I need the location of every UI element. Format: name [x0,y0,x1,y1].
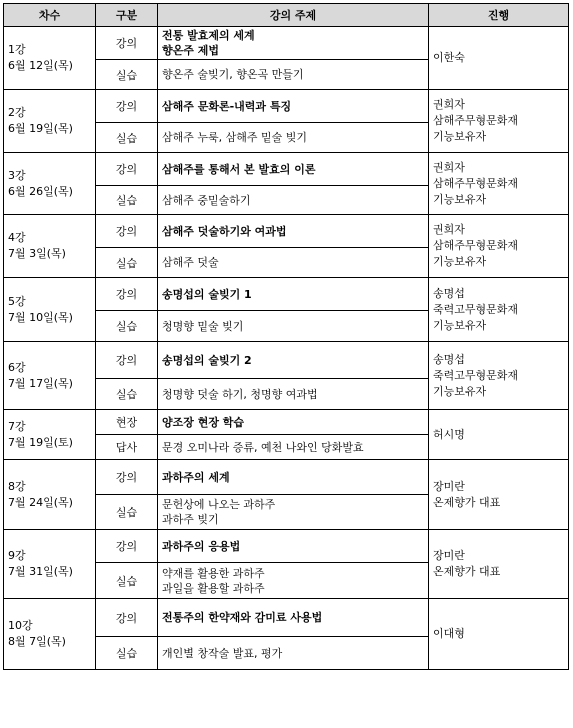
table-row [4,27,569,60]
session-number: 6강 [8,360,26,374]
session-lead [429,27,569,90]
session-topic [158,186,429,215]
session-kind: 강의 [96,90,158,123]
session-topic [158,27,429,60]
lead-line: 허시명 [433,427,465,441]
session-topic [158,311,429,342]
session-lead [429,215,569,278]
session-topic [158,215,429,248]
session-topic [158,60,429,90]
session-number: 7강 [8,419,26,433]
session-topic [158,278,429,311]
session-kind: 실습 [96,186,158,215]
session-date: 7월 24일(목) [8,495,73,509]
topic-line: 향온주 제법 [162,44,219,57]
session-lead [429,460,569,530]
session-topic [158,90,429,123]
lead-line: 이대형 [433,627,465,640]
lead-line: 기능보유자 [433,318,487,332]
header-topic: 강의 주제 [158,4,429,27]
topic-line: 개인별 창작술 발표, 평가 [162,646,283,660]
lead-line: 온제향가 대표 [433,495,501,509]
lead-line: 기능보유자 [433,192,487,206]
topic-line: 삼해주 덧술하기와 여과법 [162,224,287,238]
session-order-cell [4,599,96,670]
session-order-cell [4,278,96,342]
session-topic [158,530,429,563]
header-row [4,4,569,27]
lead-line: 이한숙 [433,51,465,64]
topic-line: 전통주의 한약재와 감미료 사용법 [162,611,323,624]
topic-line: 삼해주를 통해서 본 발효의 이론 [162,162,316,176]
topic-line: 문경 오미나라 증류, 예천 나와인 당화발효 [162,440,364,454]
header-lead: 진행 [429,4,569,27]
session-number: 10강 [8,619,33,632]
topic-line: 송명섭의 술빚기 1 [162,287,252,301]
session-kind: 실습 [96,123,158,153]
session-kind: 실습 [96,637,158,670]
session-order-cell [4,27,96,90]
session-date: 6월 19일(목) [8,122,73,135]
lead-line: 기능보유자 [433,255,487,268]
session-order-cell [4,90,96,153]
session-date: 6월 12일(목) [8,59,73,72]
session-lead [429,278,569,342]
session-lead [429,153,569,215]
session-kind: 실습 [96,379,158,410]
lead-line: 기능보유자 [433,384,487,398]
session-date: 8월 7일(목) [8,635,66,648]
session-kind: 실습 [96,60,158,90]
session-kind: 실습 [96,495,158,530]
table-row [4,215,569,248]
session-number: 1강 [8,43,26,56]
session-date: 7월 31일(목) [8,565,73,578]
header-kind: 구분 [96,4,158,27]
topic-line: 청명향 밑술 빚기 [162,319,244,333]
session-topic [158,379,429,410]
session-topic [158,563,429,599]
lead-line: 송명섭 [433,352,465,366]
session-kind: 실습 [96,563,158,599]
session-kind: 강의 [96,342,158,379]
topic-line: 삼해주 누룩, 삼해주 밑술 빚기 [162,131,307,144]
table-row [4,460,569,495]
session-date: 7월 3일(목) [8,247,66,260]
session-kind: 강의 [96,599,158,637]
lead-line: 송명섭 [433,286,465,300]
session-date: 7월 19일(토) [8,435,73,449]
session-lead [429,410,569,460]
topic-line: 삼해주 덧술 [162,256,219,269]
session-kind: 강의 [96,153,158,186]
session-kind: 강의 [96,278,158,311]
session-order-cell [4,460,96,530]
session-topic [158,342,429,379]
session-order-cell [4,215,96,278]
session-number: 9강 [8,549,26,562]
session-kind: 강의 [96,215,158,248]
table-row [4,530,569,563]
table-row [4,599,569,637]
lead-line: 권희자 [433,160,465,174]
session-order-cell [4,410,96,460]
session-topic [158,637,429,670]
session-number: 5강 [8,294,26,308]
topic-line: 과하주의 응용법 [162,539,241,553]
session-number: 2강 [8,106,26,119]
session-kind: 현장 [96,410,158,435]
session-topic [158,123,429,153]
session-date: 6월 26일(목) [8,184,73,198]
table-row [4,342,569,379]
lead-line: 장미란 [433,549,465,562]
session-topic [158,153,429,186]
session-lead [429,342,569,410]
lead-line: 장미란 [433,479,465,493]
schedule-table [3,3,569,670]
session-topic [158,248,429,278]
table-row [4,410,569,435]
topic-line: 과하주의 세계 [162,470,230,484]
lead-line: 죽력고무형문화재 [433,368,519,382]
session-kind: 강의 [96,27,158,60]
table-row [4,90,569,123]
session-number: 4강 [8,231,26,244]
session-kind: 강의 [96,460,158,495]
session-kind: 실습 [96,311,158,342]
lead-line: 권희자 [433,98,465,111]
topic-line: 삼해주 중밑술하기 [162,193,251,207]
lead-line: 온제향가 대표 [433,565,501,578]
session-order-cell [4,342,96,410]
session-lead [429,530,569,599]
session-date: 7월 17일(목) [8,376,73,390]
lead-line: 삼해주무형문화재 [433,114,519,127]
session-order-cell [4,153,96,215]
session-date: 7월 10일(목) [8,310,73,324]
lead-line: 죽력고무형문화재 [433,302,519,316]
session-topic [158,410,429,435]
topic-line: 약재를 활용한 과하주 [162,566,265,580]
topic-line: 청명향 덧술 하기, 청명향 여과법 [162,387,318,401]
schedule-body [4,27,569,670]
session-order-cell [4,530,96,599]
lead-line: 삼해주무형문화재 [433,176,519,190]
lead-line: 권희자 [433,223,465,236]
session-lead [429,90,569,153]
lead-line: 기능보유자 [433,130,487,143]
session-kind: 실습 [96,248,158,278]
topic-line: 과일을 활용할 과하주 [162,581,265,595]
topic-line: 삼해주 문화론-내력과 특징 [162,99,292,113]
topic-line: 과하주 빚기 [162,513,219,526]
session-kind: 강의 [96,530,158,563]
session-number: 3강 [8,168,26,182]
topic-line: 향온주 술빚기, 향온곡 만들기 [162,68,304,81]
session-topic [158,495,429,530]
topic-line: 문헌상에 나오는 과하주 [162,498,276,511]
topic-line: 양조장 현장 학습 [162,415,245,429]
table-row [4,153,569,186]
table-row [4,278,569,311]
session-topic [158,599,429,637]
session-topic [158,435,429,460]
session-lead [429,599,569,670]
topic-line: 전통 발효제의 세계 [162,29,255,42]
session-topic [158,460,429,495]
lead-line: 삼해주무형문화재 [433,239,519,252]
session-kind: 답사 [96,435,158,460]
session-number: 8강 [8,479,26,493]
header-order: 차수 [4,4,96,27]
topic-line: 송명섭의 술빚기 2 [162,353,252,367]
